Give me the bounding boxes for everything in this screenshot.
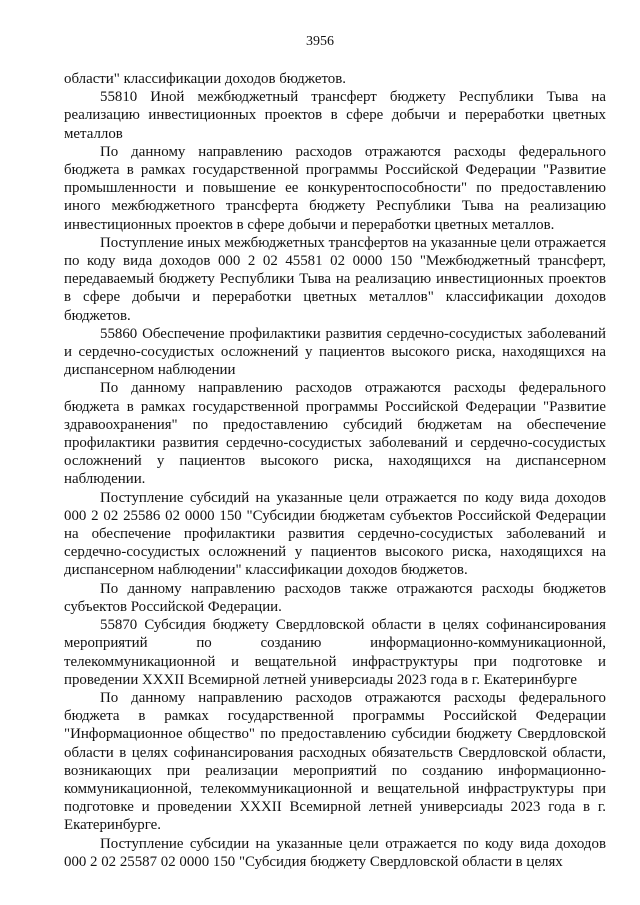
- paragraph: По данному направлению расходов также отражаются расходы бюджетов субъектов Российской Федерации.: [64, 580, 606, 615]
- paragraph: По данному направлению расходов отражаются расходы федерального бюджета в рамках государственной программы Российской Федерации "Развитие здравоохранения" по предоставлению субсидий бюджетам на обеспечение профилактики развития сердечно-сосудистых заболеваний и сердечно-сосудистых осложнений у пациентов высокого риска, находящихся на диспансерном наблюдении.: [64, 380, 606, 488]
- paragraph: 55860 Обеспечение профилактики развития сердечно-сосудистых заболеваний и сердечно-сосудистых осложнений у пациентов высокого риска, находящихся на диспансерном наблюдении: [64, 325, 606, 379]
- paragraph: 55870 Субсидия бюджету Свердловской области в целях софинансирования мероприятий по созданию информационно-коммуникационной, телекоммуникационной и вещательной инфраструктуры при подготовке и проведении XXXII Всемирной летней универсиады 2023 года в г. Екатеринбурге: [64, 617, 606, 688]
- paragraph: Поступление субсидии на указанные цели отражается по коду вида доходов 000 2 02 25587 02 0000 150 "Субсидия бюджету Свердловской области в целях: [64, 835, 606, 870]
- paragraph: 55810 Иной межбюджетный трансферт бюджету Республики Тыва на реализацию инвестиционных проектов в сфере добычи и переработки цветных металлов: [64, 89, 606, 142]
- document-body: [64, 70, 606, 871]
- paragraph: области" классификации доходов бюджетов.: [64, 71, 346, 87]
- page-number: 3956: [306, 34, 334, 49]
- paragraph: По данному направлению расходов отражаются расходы федерального бюджета в рамках государственной программы Российской Федерации "Развитие промышленности и повышение ее конкурентоспособности" по предоставлению иного межбюджетного трансферта бюджету Республики Тыва на реализацию инвестиционных проектов в сфере добычи и переработки цветных металлов.: [64, 143, 606, 233]
- paragraph: По данному направлению расходов отражаются расходы федерального бюджета в рамках государственной программы Российской Федерации "Информационное общество" по предоставлению субсидии бюджету Свердловской области в целях софинансирования расходных обязательств Свердловской области, возникающих при реализации мероприятий по созданию информационно-коммуникационной, телекоммуникационной и вещательной инфраструктуры при подготовке и проведении XXXII Всемирной летней универсиады 2023 года в г. Екатеринбурге.: [64, 689, 606, 834]
- paragraph: Поступление иных межбюджетных трансфертов на указанные цели отражается по коду вида доходов 000 2 02 45581 02 0000 150 "Межбюджетный трансферт, передаваемый бюджету Республики Тыва на реализацию инвестиционных проектов в сфере добычи и переработки цветных металлов" классификации доходов бюджетов.: [64, 234, 606, 324]
- paragraph: Поступление субсидий на указанные цели отражается по коду вида доходов 000 2 02 25586 02 0000 150 "Субсидии бюджетам субъектов Российской Федерации на обеспечение профилактики развития сердечно-сосудистых заболеваний и сердечно-сосудистых осложнений у пациентов высокого риска, находящихся на диспансерном наблюдении" классификации доходов бюджетов.: [64, 489, 606, 579]
